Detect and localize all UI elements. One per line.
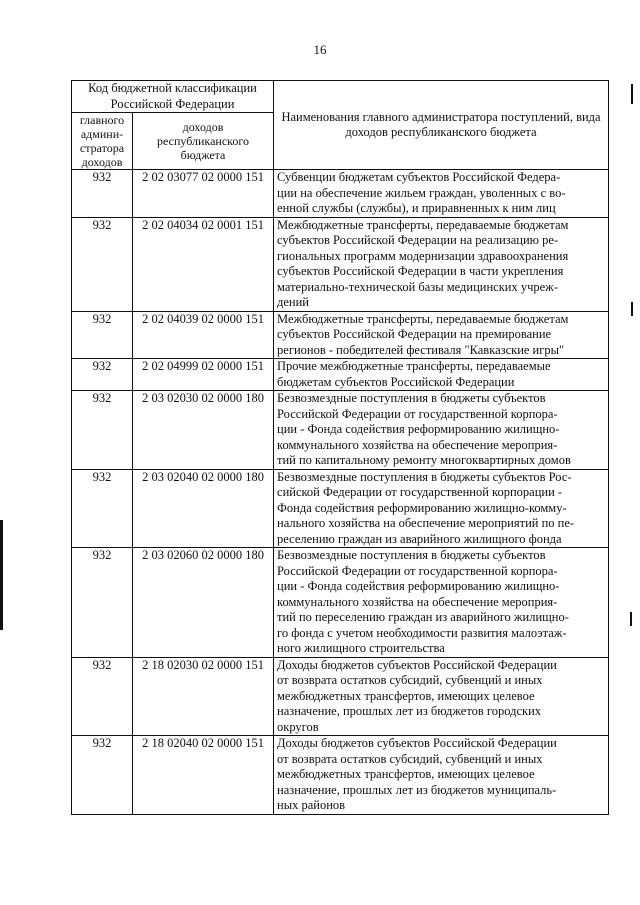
table-row [72, 657, 609, 736]
admin-code-cell: 932 [72, 391, 133, 470]
income-name-cell: Прочие межбюджетные трансферты, передаваемые бюджетам субъектов Российской Федерации [274, 359, 609, 391]
scan-edge-mark [630, 612, 632, 626]
income-code-cell: 2 02 04039 02 0000 151 [133, 311, 274, 359]
income-name-cell: Безвозмездные поступления в бюджеты субъектов Рос- сийской Федерации от государственной корпорации - Фонда содействия реформированию жилищно-комму- нального хозяйства на обеспечение мероприятий по пе- реселению граждан из аварийного жилищного фонда [274, 469, 609, 548]
table-row [72, 217, 609, 311]
scan-edge-mark [0, 520, 3, 630]
table-row [72, 469, 609, 548]
table-row [72, 170, 609, 218]
income-code-cell: 2 03 02060 02 0000 180 [133, 548, 274, 658]
income-name-cell: Межбюджетные трансферты, передаваемые бюджетам субъектов Российской Федерации на реализацию ре- гиональных программ модернизации здравоохранения субъектов Российской Федерации в части укрепления материально-технической базы медицинских учреж- дений [274, 217, 609, 311]
admin-code-cell: 932 [72, 359, 133, 391]
income-code-cell: 2 02 04999 02 0000 151 [133, 359, 274, 391]
page-number: 16 [313, 42, 327, 57]
income-code-cell: 2 18 02030 02 0000 151 [133, 657, 274, 736]
scan-edge-mark [631, 84, 633, 104]
admin-code-cell: 932 [72, 736, 133, 815]
income-name-cell: Безвозмездные поступления в бюджеты субъектов Российской Федерации от государственной корпора- ции - Фонда содействия реформированию жилищно- коммунального хозяйства на обеспечение мероприя- тий по капитальному ремонту многоквартирных домов [274, 391, 609, 470]
income-name-cell: Субвенции бюджетам субъектов Российской Федера- ции на обеспечение жильем граждан, уволенных с во- енной службы (службы), и приравненных к ним лиц [274, 170, 609, 218]
admin-code-cell: 932 [72, 311, 133, 359]
admin-code-cell: 932 [72, 548, 133, 658]
income-name-cell: Межбюджетные трансферты, передаваемые бюджетам субъектов Российской Федерации на премирование регионов - победителей фестиваля "Кавказские игры" [274, 311, 609, 359]
budget-classification-code-header: Код бюджетной классификации Российской Федерации [72, 81, 274, 113]
admin-code-cell: 932 [72, 657, 133, 736]
admin-code-cell: 932 [72, 217, 133, 311]
income-code-cell: 2 02 03077 02 0000 151 [133, 170, 274, 218]
income-name-cell: Доходы бюджетов субъектов Российской Федерации от возврата остатков субсидий, субвенций и иных межбюджетных трансфертов, имеющих целевое назначение, прошлых лет из бюджетов городских округов [274, 657, 609, 736]
table-header-row [72, 81, 609, 113]
table-row [72, 359, 609, 391]
income-code-cell: 2 02 04034 02 0001 151 [133, 217, 274, 311]
table-row [72, 548, 609, 658]
admin-code-cell: 932 [72, 170, 133, 218]
income-code-cell: 2 18 02040 02 0000 151 [133, 736, 274, 815]
table-row [72, 311, 609, 359]
scan-edge-mark [631, 302, 633, 316]
main-administrator-header [72, 113, 133, 170]
budget-classification-table [71, 80, 609, 815]
table-row [72, 391, 609, 470]
main-administrator-header-text: главного админи- стратора доходов [79, 113, 125, 169]
administrator-name-header: Наименования главного администратора поступлений, вида доходов республиканского бюджета [274, 81, 609, 170]
republic-budget-income-header: доходов республиканского бюджета [133, 113, 274, 170]
table-row [72, 736, 609, 815]
income-code-cell: 2 03 02040 02 0000 180 [133, 469, 274, 548]
income-code-cell: 2 03 02030 02 0000 180 [133, 391, 274, 470]
income-name-cell: Доходы бюджетов субъектов Российской Федерации от возврата остатков субсидий, субвенций и иных межбюджетных трансфертов, имеющих целевое назначение, прошлых лет из бюджетов муниципаль- ных районов [274, 736, 609, 815]
income-name-cell: Безвозмездные поступления в бюджеты субъектов Российской Федерации от государственной корпора- ции - Фонда содействия реформированию жилищно- коммунального хозяйства на обеспечение мероприя- тий по переселению граждан из аварийного жилищно- го фонда с учетом необходимости развития малоэтаж- ного жилищного строительства [274, 548, 609, 658]
admin-code-cell: 932 [72, 469, 133, 548]
